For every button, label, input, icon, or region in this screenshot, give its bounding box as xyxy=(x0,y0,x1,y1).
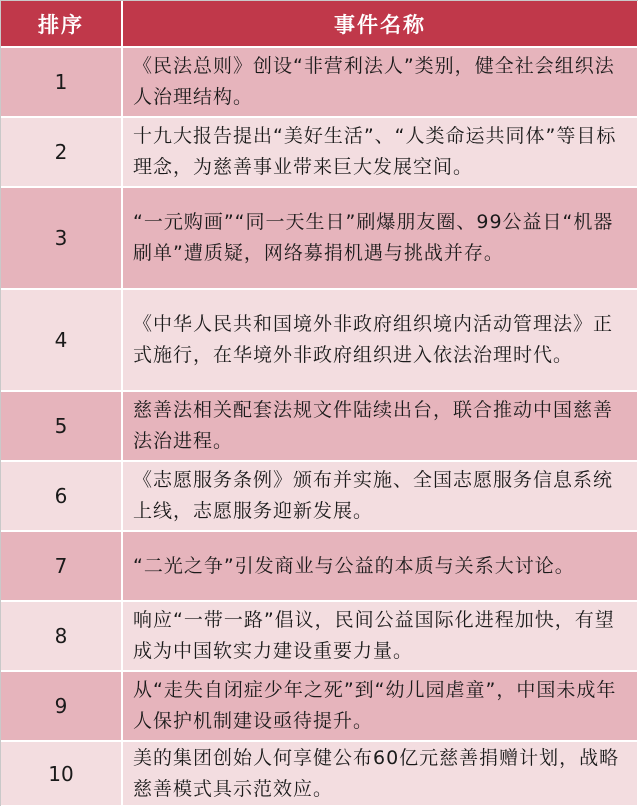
event-cell: 从“走失自闭症少年之死”到“幼儿园虐童”，中国未成年人保护机制建设亟待提升。 xyxy=(123,672,639,742)
event-cell: 美的集团创始人何享健公布60亿元慈善捐赠计划，战略慈善模式具示范效应。 xyxy=(123,742,639,807)
rank-cell: 5 xyxy=(1,392,123,462)
event-cell: 慈善法相关配套法规文件陆续出台，联合推动中国慈善法治进程。 xyxy=(123,392,639,462)
rank-cell: 7 xyxy=(1,532,123,602)
rank-cell: 1 xyxy=(1,48,123,118)
event-cell: 《中华人民共和国境外非政府组织境内活动管理法》正式施行，在华境外非政府组织进入依法治理时代。 xyxy=(123,290,639,392)
rank-cell: 3 xyxy=(1,188,123,290)
event-cell: 《民法总则》创设“非营利法人”类别，健全社会组织法人治理结构。 xyxy=(123,48,639,118)
rank-cell: 8 xyxy=(1,602,123,672)
event-cell: 《志愿服务条例》颁布并实施、全国志愿服务信息系统上线，志愿服务迎新发展。 xyxy=(123,462,639,532)
rank-cell: 10 xyxy=(1,742,123,807)
event-cell: 十九大报告提出“美好生活”、“人类命运共同体”等目标理念，为慈善事业带来巨大发展空间。 xyxy=(123,118,639,188)
event-cell: 响应“一带一路”倡议，民间公益国际化进程加快，有望成为中国软实力建设重要力量。 xyxy=(123,602,639,672)
rank-cell: 6 xyxy=(1,462,123,532)
rank-cell: 9 xyxy=(1,672,123,742)
rank-cell: 2 xyxy=(1,118,123,188)
event-cell: “二光之争”引发商业与公益的本质与关系大讨论。 xyxy=(123,532,639,602)
event-cell: “一元购画”“同一天生日”刷爆朋友圈、99公益日“机器刷单”遭质疑，网络募捐机遇与挑战并存。 xyxy=(123,188,639,290)
rank-column-header: 排序 xyxy=(1,1,123,48)
rank-cell: 4 xyxy=(1,290,123,392)
event-column-header: 事件名称 xyxy=(123,1,639,48)
